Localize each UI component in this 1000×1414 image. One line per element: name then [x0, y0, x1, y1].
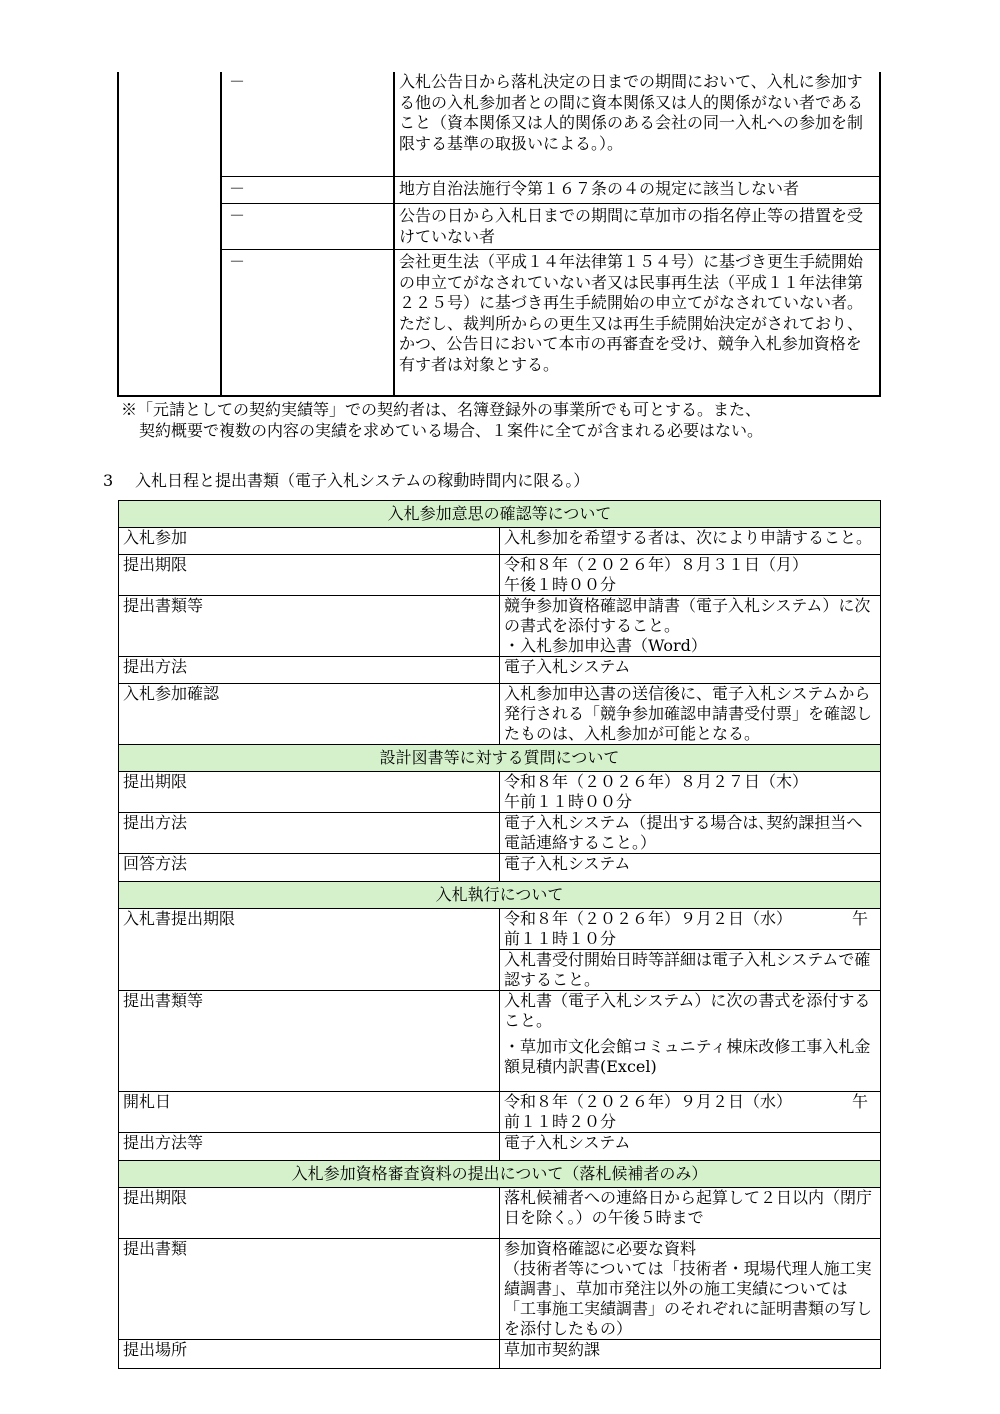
- row-key: 回答方法: [119, 854, 500, 882]
- row-value: 草加市契約課: [500, 1340, 881, 1369]
- row-key: 入札書提出期限: [119, 909, 500, 991]
- group-header-row: [119, 745, 881, 772]
- footnote-line: 契約概要で複数の内容の実績を求めている場合、１案件に全てが含まれる必要はない。: [139, 421, 764, 440]
- table-row: [119, 1133, 881, 1161]
- row-value: 入札参加を希望する者は、次により申請すること。: [500, 528, 881, 555]
- row-value: [500, 596, 881, 657]
- footnote: [121, 399, 763, 441]
- row-text: 公告の日から入札日までの期間に草加市の指名停止等の措置を受けていない者: [399, 206, 864, 246]
- time-text: 午前１１時１０分: [504, 909, 869, 948]
- group-header: 入札参加意思の確認等について: [119, 501, 881, 528]
- table-row: [119, 909, 881, 950]
- row-value: [500, 1092, 881, 1133]
- group-header-row: [119, 1161, 881, 1188]
- row-key: 提出期限: [119, 772, 500, 813]
- row-key: 提出書類等: [119, 991, 500, 1092]
- table-row: [119, 1188, 881, 1239]
- group-header: 入札参加資格審査資料の提出について（落札候補者のみ）: [119, 1161, 881, 1188]
- row-text: 会社更生法（平成１４年法律第１５４号）に基づき更生手続開始の申立てがなされていない者又は民事再生法（平成１１年法律第２２５号）に基づき再生手続開始の申立てがなされていない者。ただし、裁判所からの更生又は再生手続開始決定がされており、かつ、公告日において本市の再審査を受け、競争入札参加資格を有す者は対象とする。: [399, 252, 864, 374]
- row-mark: －: [229, 206, 246, 225]
- row-value: 入札書受付開始日時等詳細は電子入札システムで確認すること。: [500, 950, 881, 991]
- value-line: ・草加市文化会館コミュニティ棟床改修工事入札金額見積内訳書(Excel): [504, 1037, 871, 1076]
- eligibility-table: [117, 72, 881, 397]
- row-key: 提出方法: [119, 657, 500, 684]
- table-divider: [393, 72, 395, 397]
- row-key: 提出期限: [119, 555, 500, 596]
- row-key: 提出方法等: [119, 1133, 500, 1161]
- table-divider: [220, 72, 222, 397]
- row-value: [500, 772, 881, 813]
- table-border-left: [117, 72, 119, 397]
- table-row: [119, 854, 881, 882]
- row-mark: －: [229, 179, 246, 198]
- row-value: 電子入札システム: [500, 657, 881, 684]
- row-key: 提出方法: [119, 813, 500, 854]
- row-divider: [220, 176, 881, 177]
- row-value: 電子入札システム: [500, 1133, 881, 1161]
- row-value: [500, 555, 881, 596]
- row-value: [500, 909, 881, 950]
- date-text: 令和８年（２０２６年）８月３１日（月）: [504, 555, 809, 574]
- table-row: [119, 657, 881, 684]
- table-row: [119, 528, 881, 555]
- value-line: 参加資格確認に必要な資料: [504, 1239, 697, 1258]
- section-title: 入札日程と提出書類（電子入札システムの稼動時間内に限る。）: [135, 471, 590, 490]
- row-divider: [220, 249, 881, 250]
- table-row: [119, 1239, 881, 1340]
- time-text: 午前１１時２０分: [504, 1092, 869, 1131]
- row-key: 提出期限: [119, 1188, 500, 1239]
- row-key: 提出書類: [119, 1239, 500, 1340]
- row-divider: [220, 203, 881, 204]
- row-mark: －: [229, 252, 246, 271]
- date-text: 令和８年（２０２６年）９月２日（水）: [504, 909, 793, 928]
- table-row: [119, 991, 881, 1092]
- row-mark: －: [229, 72, 246, 91]
- row-text: 地方自治法施行令第１６７条の４の規定に該当しない者: [399, 179, 800, 198]
- row-value: 電子入札システム（提出する場合は､契約課担当へ電話連絡すること。）: [500, 813, 881, 854]
- time-text: 午前１１時００分: [504, 792, 633, 811]
- table-border-right: [879, 72, 881, 397]
- value-line: ・入札参加申込書（Word）: [504, 636, 707, 655]
- section-number: 3: [103, 471, 114, 490]
- table-row: [119, 1340, 881, 1369]
- row-key: 入札参加確認: [119, 684, 500, 745]
- section-heading: [103, 470, 589, 492]
- group-header-row: [119, 501, 881, 528]
- row-value: [500, 991, 881, 1092]
- row-key: 提出場所: [119, 1340, 500, 1369]
- row-text: 入札公告日から落札決定の日までの期間において、入札に参加する他の入札参加者との間に資本関係又は人的関係がない者であること（資本関係又は人的関係のある会社の同一入札への参加を制限する基準の取扱いによる。）。: [399, 72, 864, 153]
- row-value: [500, 1239, 881, 1340]
- table-row: [119, 813, 881, 854]
- date-text: 令和８年（２０２６年）８月２７日（木）: [504, 772, 809, 791]
- row-value: 落札候補者への連絡日から起算して２日以内（閉庁日を除く。）の午後５時まで: [500, 1188, 881, 1239]
- row-key: 提出書類等: [119, 596, 500, 657]
- group-header: 設計図書等に対する質問について: [119, 745, 881, 772]
- row-value: 電子入札システム: [500, 854, 881, 882]
- table-row: [119, 772, 881, 813]
- row-key: 入札参加: [119, 528, 500, 555]
- table-border-bottom: [117, 395, 881, 397]
- value-line: 競争参加資格確認申請書（電子入札システム）に次の書式を添付すること。: [504, 596, 871, 635]
- group-header: 入札執行について: [119, 882, 881, 909]
- group-header-row: [119, 882, 881, 909]
- date-text: 令和８年（２０２６年）９月２日（水）: [504, 1092, 793, 1111]
- value-line: （技術者等については「技術者・現場代理人施工実績調書」、草加市発注以外の施工実績については「工事施工実績調書」のそれぞれに証明書類の写しを添付したもの）: [504, 1259, 873, 1338]
- row-value: 入札参加申込書の送信後に、電子入札システムから発行される「競争参加確認申請書受付票」を確認したものは、入札参加が可能となる。: [500, 684, 881, 745]
- table-row: [119, 1092, 881, 1133]
- time-text: 午後１時００分: [504, 575, 617, 594]
- value-line: 入札書（電子入札システム）に次の書式を添付すること。: [504, 991, 871, 1030]
- table-row: [119, 596, 881, 657]
- row-key: 開札日: [119, 1092, 500, 1133]
- table-row: [119, 555, 881, 596]
- footnote-line: ※「元請としての契約実績等」での契約者は、名簿登録外の事業所でも可とする。また、: [121, 400, 762, 419]
- table-row: [119, 684, 881, 745]
- schedule-table: [118, 500, 881, 1369]
